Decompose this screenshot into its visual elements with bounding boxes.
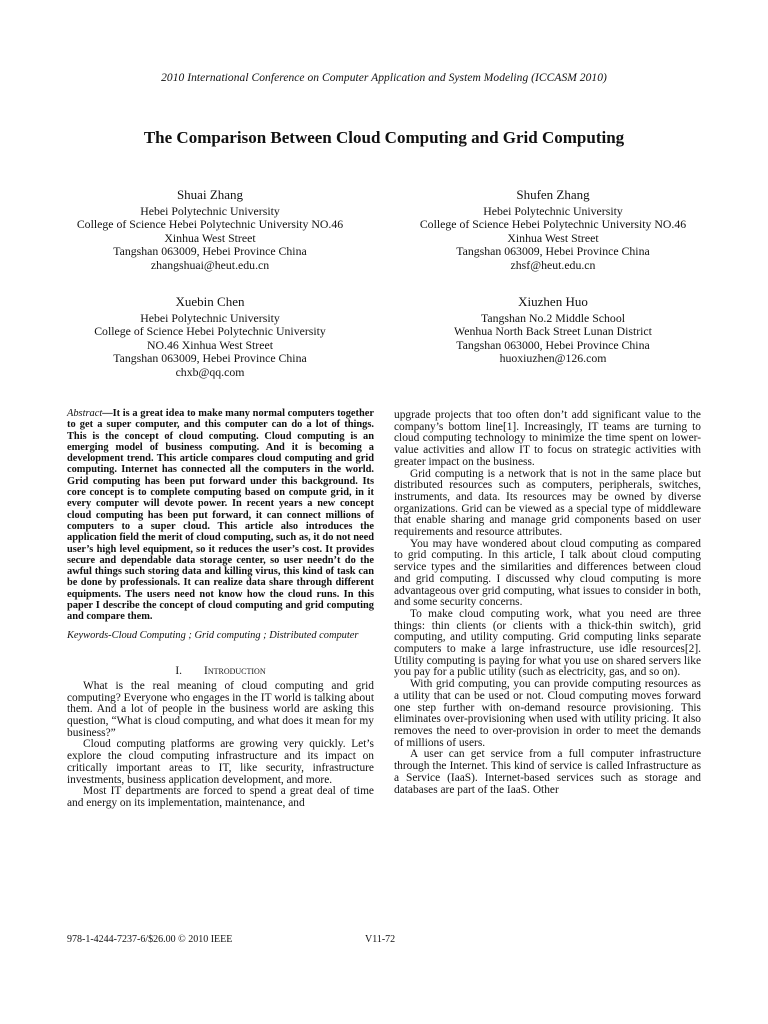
author-block-1 <box>45 188 375 273</box>
paragraph: With grid computing, you can provide computing resources as a utility that can be used or not. Cloud computing moves forward one step further with on-demand resource provisioning. This eliminates over-provisioning when used with utility pricing. It also removes the need to over-provision in order to meet the demands of millions of users. <box>394 678 701 749</box>
author-name: Shuai Zhang <box>176 187 244 202</box>
author-block-2 <box>388 188 718 273</box>
author-affiliation: Tangshan 063009, Hebei Province China <box>113 351 307 366</box>
section-heading <box>67 666 374 678</box>
paper-title: The Comparison Between Cloud Computing and Grid Computing <box>143 128 625 147</box>
author-name: Shufen Zhang <box>516 187 590 202</box>
paragraph: You may have wondered about cloud computing as compared to grid computing. In this article, I talk about cloud computing service types and the similarities and differences between cloud and grid computing. I discussed why cloud computing is more advantageous over grid computing, what issues to consider in both, and some security concerns. <box>394 537 701 609</box>
author-affiliation: Wenhua North Back Street Lunan District <box>454 324 652 339</box>
author-email: chxb@qq.com <box>175 364 245 379</box>
paragraph: Most IT departments are forced to spend a great deal of time and energy on its implementation, maintenance, and <box>67 785 374 809</box>
abstract-label: Abstract <box>67 408 103 419</box>
author-name: Xuebin Chen <box>175 294 245 309</box>
author-affiliation: Xinhua West Street <box>507 230 599 245</box>
left-column <box>67 408 374 810</box>
author-block-3 <box>45 295 375 380</box>
author-affiliation: College of Science Hebei Polytechnic University NO.46 <box>76 217 344 232</box>
abstract <box>67 408 374 623</box>
paragraph: A user can get service from a full computer infrastructure through the Internet. This kind of service is called Infrastructure as a Service (IaaS). Internet-based services such as storage and databases are part of the IaaS. Other <box>394 748 701 796</box>
abstract-text: —It is a great idea to make many normal computers together to get a super computer, and this computer can do a lot of things. This is the concept of cloud computing. Cloud computing is an emerging model of business computing. And it is becoming a development trend. This article compares cloud computing and grid computing. Internet has connected all the computers in the world. Grid computing has been put forward under this background. Its core concept is to complete computing based on compute grid, in it every computer will devote power. In recent years a new concept cloud computing has been put forward, it can connect millions of computers to a super cloud. This article also introduces the application field the merit of cloud computing, such as, it do not need user’s high level equipment, so it reduces the user’s cost. It provides secure and dependable data storage center, so user needn’t do the awful things such storing data and killing virus, this kind of task can be done by professionals. It can realize data share through different equipments. The users need not know how the cloud runs. In this paper I describe the concept of cloud computing and grid computing and compare them. <box>67 408 374 623</box>
section-number: I. <box>175 665 183 678</box>
paragraph: upgrade projects that too often don’t add significant value to the company’s bottom line[1]. Increasingly, IT teams are turning to cloud computing technology to minimize the time spent on lower-value activities and allow IT to focus on strategic activities with greater impact on the business. <box>394 409 701 468</box>
conference-header: 2010 International Conference on Computer Application and System Modeling (ICCASM 2010) <box>161 72 607 84</box>
author-name: Xiuzhen Huo <box>518 294 588 309</box>
footer-page-number: V11-72 <box>365 934 396 945</box>
author-email: zhangshuai@heut.edu.cn <box>150 257 270 272</box>
author-email: huoxiuzhen@126.com <box>499 351 607 366</box>
footer-isbn: 978-1-4244-7237-6/$26.00 © 2010 IEEE <box>67 934 233 945</box>
author-affiliation: Hebei Polytechnic University <box>140 310 280 325</box>
right-column <box>394 410 701 796</box>
author-affiliation: College of Science Hebei Polytechnic University <box>94 324 326 339</box>
paragraph: Grid computing is a network that is not in the same place but distributed resources such as computers, peripherals, switches, instruments, and data. Its resources may be owned by diverse organizations. Grid can be viewed as a special type of middleware that enable sharing and manage grid components based on user requirements and resource attributes. <box>394 467 701 539</box>
author-affiliation: Tangshan No.2 Middle School <box>481 310 625 325</box>
paragraph: To make cloud computing work, what you need are three things: thin clients (or clients with a thick-thin switch), grid computing, and utility computing. Grid computing links separate computers to make a large infrastructure, use idle resources[2]. Utility computing is paying for what you use on shared servers like you pay for a public utility (such as electricity, gas, and so on). <box>394 607 701 679</box>
author-email: zhsf@heut.edu.cn <box>510 257 596 272</box>
author-affiliation: Hebei Polytechnic University <box>140 203 280 218</box>
author-affiliation: Tangshan 063009, Hebei Province China <box>456 244 650 259</box>
author-affiliation: College of Science Hebei Polytechnic University NO.46 <box>419 217 687 232</box>
author-affiliation: NO.46 Xinhua West Street <box>147 337 273 352</box>
paragraph: Cloud computing platforms are growing very quickly. Let’s explore the cloud computing infrastructure and its impact on critically important areas to IT, like security, infrastructure investments, business application development, and more. <box>67 738 374 786</box>
author-affiliation: Hebei Polytechnic University <box>483 203 623 218</box>
author-affiliation: Tangshan 063009, Hebei Province China <box>113 244 307 259</box>
author-affiliation: Tangshan 063000, Hebei Province China <box>456 337 650 352</box>
paragraph: What is the real meaning of cloud computing and grid computing? Everyone who engages in the IT world is talking about them. And a lot of people in the business world are asking this question, “What is cloud computing, and what does it mean for my business?” <box>67 679 374 739</box>
author-affiliation: Xinhua West Street <box>164 230 256 245</box>
keywords: Keywords-Cloud Computing ; Grid computing ; Distributed computer <box>67 629 359 641</box>
author-block-4 <box>388 295 718 366</box>
section-title: Introduction <box>204 665 266 678</box>
